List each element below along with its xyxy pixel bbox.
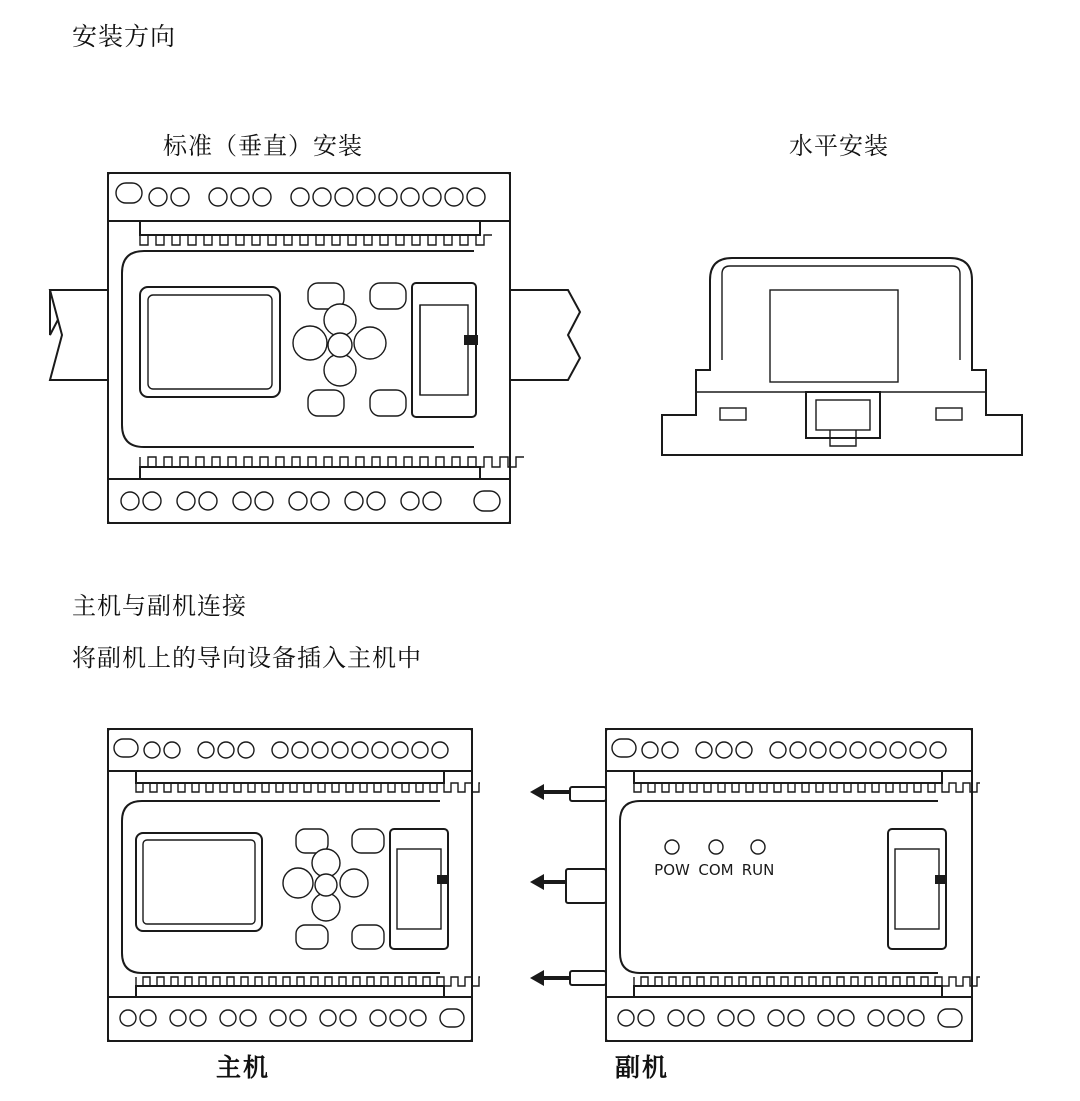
figure-master-unit — [100, 725, 480, 1045]
lcd-screen — [140, 287, 280, 397]
led-label-pow: POW — [654, 861, 690, 879]
din-rail-left — [50, 265, 108, 380]
figure-vertical-mounting — [40, 165, 600, 530]
label-master-unit: 主机 — [216, 1053, 271, 1082]
caption-vertical-mounting: 标准（垂直）安装 — [163, 132, 363, 160]
figure-slave-unit — [560, 725, 980, 1045]
side-connector-module — [412, 283, 478, 417]
figure-horizontal-mounting — [650, 240, 1050, 470]
slave-side-connector — [888, 829, 947, 949]
guide-pins — [566, 787, 606, 985]
section-title: 安装方向 — [72, 22, 177, 51]
din-rail-right — [510, 290, 580, 380]
label-slave-unit: 副机 — [615, 1053, 670, 1082]
connection-instruction: 将副机上的导向设备插入主机中 — [72, 644, 422, 672]
center-connector — [806, 392, 880, 446]
led-label-run: RUN — [741, 861, 775, 879]
led-label-com: COM — [698, 861, 734, 879]
master-side-connector — [390, 829, 449, 949]
master-lcd-screen — [136, 833, 262, 931]
caption-horizontal-mounting: 水平安装 — [789, 132, 889, 160]
connection-title: 主机与副机连接 — [72, 592, 247, 620]
